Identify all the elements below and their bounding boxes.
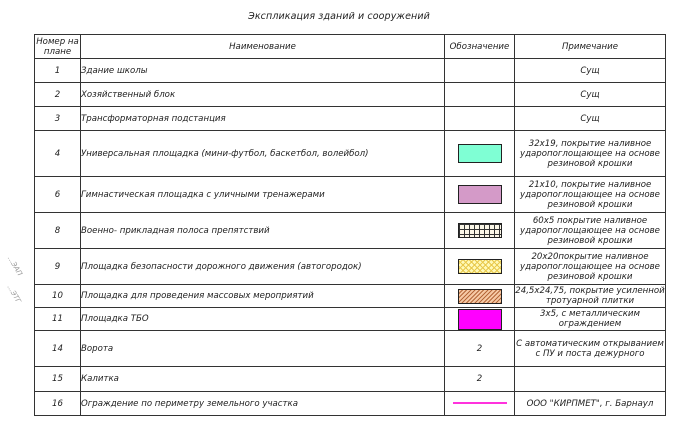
row-note: 24,5х24,75, покрытие усиленной тротуарной плитки xyxy=(515,286,665,306)
row-designation xyxy=(445,83,515,107)
row-designation xyxy=(445,249,515,285)
table-title: Экспликация зданий и сооружений xyxy=(248,11,430,22)
row-number: 4 xyxy=(35,131,81,177)
header-row xyxy=(35,35,666,59)
table-row xyxy=(35,392,666,416)
row-designation xyxy=(445,177,515,213)
hatch-orange-swatch-icon xyxy=(458,289,502,304)
row-note: 3х5, с металлическим ограждением xyxy=(515,308,666,331)
row-name: Калитка xyxy=(81,367,445,392)
row-name: Здание школы xyxy=(81,59,445,83)
row-number: 8 xyxy=(35,213,81,249)
row-name: Универсальная площадка (мини-футбол, баскетбол, волейбол) xyxy=(81,131,445,177)
row-number: 6 xyxy=(35,177,81,213)
fence-line-icon xyxy=(453,402,507,404)
row-designation xyxy=(445,308,515,331)
lilac-swatch-icon xyxy=(458,185,502,204)
row-number: 3 xyxy=(35,107,81,131)
row-name: Площадка для проведения массовых мероприятий xyxy=(81,285,445,308)
margin-annotation: ...ЭТГ xyxy=(5,283,23,305)
row-note xyxy=(515,367,666,392)
row-name: Хозяйственный блок xyxy=(81,83,445,107)
row-number: 9 xyxy=(35,249,81,285)
row-designation xyxy=(445,107,515,131)
table-row xyxy=(35,367,666,392)
row-name: Трансформаторная подстанция xyxy=(81,107,445,131)
row-number: 1 xyxy=(35,59,81,83)
row-note: 32х19, покрытие наливное ударопоглощающее на основе резиновой крошки xyxy=(515,131,666,177)
row-designation xyxy=(445,131,515,177)
row-name: Площадка безопасности дорожного движения (автогородок) xyxy=(81,249,445,285)
table-row xyxy=(35,107,666,131)
table-row xyxy=(35,249,666,285)
row-name: Площадка ТБО xyxy=(81,308,445,331)
turquoise-swatch-icon xyxy=(458,144,502,163)
row-name: Ограждение по периметру земельного участка xyxy=(81,392,445,416)
row-note: 21х10, покрытие наливное ударопоглощающее на основе резиновой крошки xyxy=(515,177,666,213)
column-header-note: Примечание xyxy=(515,35,666,59)
grid-pattern-swatch-icon xyxy=(458,223,502,238)
magenta-swatch-icon xyxy=(458,309,502,330)
row-name: Военно- прикладная полоса препятствий xyxy=(81,213,445,249)
column-header-designation: Обозначение xyxy=(445,35,515,59)
row-name: Гимнастическая площадка с уличными тренажерами xyxy=(81,177,445,213)
row-note: 60х5 покрытие наливное ударопоглощающее на основе резиновой крошки xyxy=(515,213,666,249)
row-designation: 2 xyxy=(445,367,515,392)
table-row xyxy=(35,331,666,367)
row-designation xyxy=(445,213,515,249)
row-note: С автоматическим открыванием с ПУ и поста дежурного xyxy=(515,331,666,367)
row-name: Ворота xyxy=(81,331,445,367)
row-note: Сущ xyxy=(515,107,666,131)
row-note: 20х20покрытие наливное ударопоглощающее на основе резиновой крошки xyxy=(515,249,666,285)
explication-table xyxy=(34,34,666,416)
table-row xyxy=(35,83,666,107)
table-row xyxy=(35,285,666,308)
row-number: 2 xyxy=(35,83,81,107)
margin-annotation: ...ЭАП xyxy=(5,254,24,278)
row-note: Сущ xyxy=(515,59,666,83)
table-row xyxy=(35,59,666,83)
row-number: 15 xyxy=(35,367,81,392)
row-designation xyxy=(445,392,515,416)
table-row xyxy=(35,131,666,177)
row-number: 16 xyxy=(35,392,81,416)
row-number: 11 xyxy=(35,308,81,331)
row-note: Сущ xyxy=(515,83,666,107)
row-number: 10 xyxy=(35,285,81,308)
table-row xyxy=(35,177,666,213)
row-designation xyxy=(445,285,515,308)
table-row xyxy=(35,308,666,331)
crosshatch-yellow-swatch-icon xyxy=(458,259,502,274)
row-designation: 2 xyxy=(445,331,515,367)
row-note: ООО "КИРПМЕТ", г. Барнаул xyxy=(515,392,666,416)
column-header-number: Номер на плане xyxy=(36,36,79,57)
row-designation xyxy=(445,59,515,83)
table-row xyxy=(35,213,666,249)
column-header-name: Наименование xyxy=(81,35,445,59)
row-number: 14 xyxy=(35,331,81,367)
